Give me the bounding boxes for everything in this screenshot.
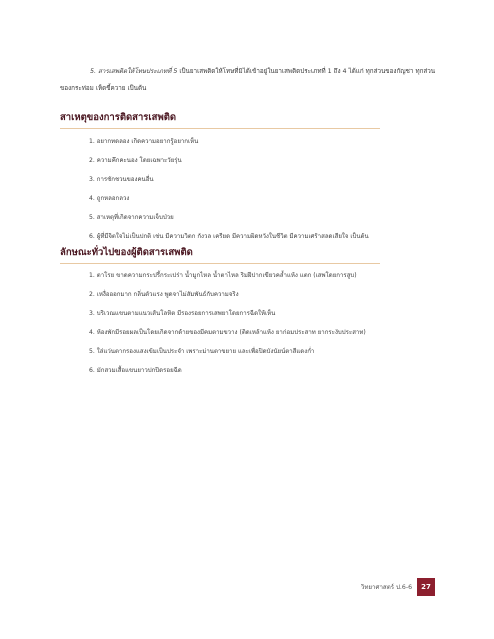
causes-section	[60, 110, 440, 246]
list-item: 6. ผู้ที่มีจิตใจไม่เป็นปกติ เช่น มีความวิตก กังวล เครียด มีความผิดหวังในชีวิต มีความเศร้าสลดเสียใจ เป็นต้น	[89, 233, 369, 240]
list-item: 3. บริเวณแขนตามแนวเส้นโลหิต มีรองรอยการเสพยาโดยการฉีดให้เห็น	[89, 310, 276, 317]
list-item: 3. การชักชวนของคนอื่น	[89, 176, 154, 183]
causes-list	[60, 132, 440, 246]
list-item: 1. ตาโรย ขาดความกระปรี้กระเปร่า น้ำมูกไหล น้ำตาไหล ริมฝีปากเขียวคล้ำแห้ง แตก (เสพโดยการสูบ)	[89, 272, 357, 279]
list-item: 2. เหงื่อออกมาก กลิ่นตัวแรง พูดจาไม่สัมพันธ์กับความจริง	[89, 291, 239, 298]
section-title-characteristics: ลักษณะทั่วไปของผู้ติดสารเสพติด	[60, 245, 380, 264]
intro-paragraph	[60, 63, 440, 97]
section-title-causes: สาเหตุของการติดสารเสพติด	[60, 110, 380, 129]
footer-text: วิทยาศาสตร์ ป.6-6	[360, 584, 412, 591]
page-footer	[361, 578, 435, 596]
list-item: 1. อยากทดลอง เกิดความอยากรู้อยากเห็น	[89, 138, 199, 145]
list-item: 2. ความคึกคะนอง โดยเฉพาะวัยรุ่น	[89, 157, 182, 164]
list-item: 6. มักสวมเสื้อแขนยาวปกปิดรอยฉีด	[89, 367, 182, 374]
list-item: 5. สาเหตุที่เกิดจากความเจ็บป่วย	[89, 214, 174, 221]
page-number-badge: 27	[417, 578, 435, 596]
list-item: 5. ใส่แว่นตากรองแสงเข้มเป็นประจำ เพราะม่านตาขยาย และเพื่อปิดบังนัยน์ตาสีแดงก่ำ	[89, 348, 315, 355]
characteristics-list	[60, 266, 440, 380]
list-item: 4. ห้องพักมีรอยผลเป็นโดยเกิดจากด้ายของมีคมตามขวาง (ติดเหล้าแห้ง ยาก่อมประสาท ยากระงับประสาท)	[89, 329, 366, 336]
intro-text: เป็นยาเสพติดให้โทษที่มิได้เข้าอยู่ในยาเสพติดประเภทที่ 1 ถึง 4 ได้แก่ ทุกส่วนของกัญชา ทุกส่วนของกระท่อม เห็ดขี้ควาย เป็นต้น	[60, 68, 436, 92]
characteristics-section	[60, 245, 440, 380]
list-item: 4. ถูกหลอกลวง	[89, 195, 130, 202]
intro-lead: 5. สารเสพติดให้โทษประเภทที่ 5	[90, 68, 178, 75]
